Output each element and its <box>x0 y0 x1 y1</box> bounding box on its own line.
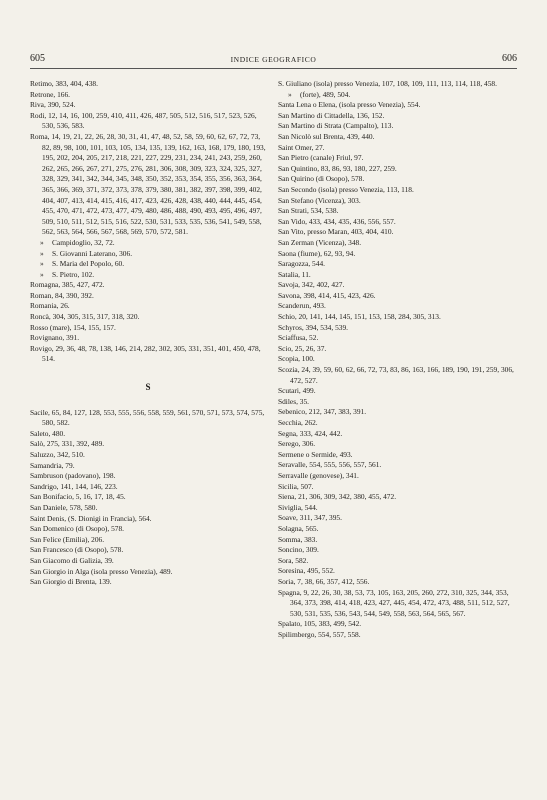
running-title: INDICE GEOGRAFICO <box>230 55 317 64</box>
index-entry: San Domenico (di Osopo), 578. <box>30 524 125 534</box>
index-subentry <box>278 90 518 101</box>
index-subentry <box>30 259 266 270</box>
index-entry: San Martino di Cittadella, 136, 152. <box>278 110 385 120</box>
index-entry: Savoja, 342, 402, 427. <box>278 280 345 290</box>
index-entry: San Giorgio di Brenta, 139. <box>30 577 112 587</box>
index-entry: Savona, 398, 414, 415, 423, 426. <box>278 290 376 300</box>
index-entry: Scutari, 499. <box>278 386 316 396</box>
index-entry: San Vito, presso Maran, 403, 404, 410. <box>278 227 394 237</box>
index-entry: Schio, 20, 141, 144, 145, 151, 153, 158, 284, 305, 313. <box>278 312 441 322</box>
index-entry: Retimo, 383, 404, 438. <box>30 79 98 88</box>
index-entry: Secchia, 262. <box>278 418 318 427</box>
index-entry: S. Giuliano (isola) presso Venezia, 107, 108, 109, 111, 113, 114, 118, 458. <box>278 79 497 88</box>
header-rule <box>30 68 517 69</box>
index-entry: Soncino, 309. <box>278 545 319 555</box>
index-entry: Scanderun, 493. <box>278 301 326 311</box>
index-entry: Rodi, 12, 14, 16, 100, 259, 410, 411, 426, 487, 505, 512, 516, 517, 523, 526, 530, 536, 583. <box>30 110 257 131</box>
entries-s <box>30 408 266 588</box>
index-entry: Santa Lena o Elena, (isola presso Venezia), 554. <box>278 100 421 110</box>
index-entry: Sambruson (padovano), 198. <box>30 471 116 481</box>
subentry-text: S. Pietro, 102. <box>52 269 95 279</box>
index-entry: San Quintino, 83, 86, 93, 180, 227, 259. <box>278 163 397 173</box>
ditto-mark: » <box>40 269 44 279</box>
index-entry: Spalato, 105, 383, 499, 542. <box>278 619 362 629</box>
ditto-mark: » <box>288 89 292 99</box>
index-entry: Riva, 390, 524. <box>30 100 76 110</box>
ditto-mark: » <box>40 237 44 247</box>
page-header <box>30 52 517 66</box>
index-entry: San Strati, 534, 538. <box>278 206 339 216</box>
index-entry: San Martino di Strata (Campalto), 113. <box>278 121 394 131</box>
index-entry: Saint Denis, (S. Dionigi in Francia), 564. <box>30 513 152 523</box>
index-entry: Saragozza, 544. <box>278 259 325 269</box>
index-entry: Spilimbergo, 554, 557, 558. <box>278 629 361 639</box>
index-subentry <box>30 270 266 281</box>
index-entry: Sicilia, 507. <box>278 481 314 491</box>
index-entry: San Nicolò sul Brenta, 439, 440. <box>278 131 375 141</box>
index-entry: Roman, 84, 390, 392. <box>30 290 94 300</box>
index-entry: San Giorgio in Alga (isola presso Venezia), 489. <box>30 566 173 576</box>
right-column <box>278 79 518 640</box>
index-entry: Soria, 7, 38, 66, 357, 412, 556. <box>278 576 370 586</box>
index-entry: Roma, 14, 19, 21, 22, 26, 28, 30, 31, 41, 47, 48, 52, 58, 59, 60, 62, 67, 72, 73, 82, 89, 98, 100, 101, 103, 105, 134, 135, 139, 162, 163, 168, 179, 180, 193, 195, 202, 204, 205, 217, 218, 221, 227, 229, 231, 234, 241, 243, 259, 260, 262, 265, 266, 267, 271, 275, 276, 281, 306, 308, 309, 323, 324, 325, 327, 328, 329, 341, 342, 344, 345, 348, 350, 352, 353, 354, 355, 356, 363, 364, 365, 366, 369, 371, 372, 373, 378, 379, 380, 381, 382, 397, 398, 399, 402, 404, 407, 413, 414, 415, 416, 417, 423, 426, 428, 438, 440, 444, 445, 454, 455, 470, 471, 472, 473, 477, 479, 480, 486, 488, 490, 493, 495, 496, 497, 509, 510, 511, 512, 515, 516, 522, 530, 531, 533, 535, 536, 541, 549, 558, 562, 563, 564, 566, 567, 568, 569, 570, 572, 581. <box>30 131 266 237</box>
index-entry: San Quirino (di Osopo), 578. <box>278 174 365 184</box>
index-entry: Samandria, 79. <box>30 460 75 470</box>
subentry-text: S. Giovanni Laterano, 306. <box>52 248 133 258</box>
entries-r <box>30 79 266 238</box>
index-entry: Scopia, 100. <box>278 354 315 364</box>
index-entry: Rovignano, 391. <box>30 333 80 343</box>
index-entry: Satalia, 11. <box>278 269 311 279</box>
index-subentry <box>30 238 266 249</box>
index-entry: Segna, 333, 424, 442. <box>278 428 343 438</box>
index-entry: San Stefano (Vicenza), 303. <box>278 195 361 205</box>
index-entry: San Bonifacio, 5, 16, 17, 18, 45. <box>30 492 126 502</box>
index-entry: Serego, 306. <box>278 439 316 449</box>
index-entry: Somma, 383. <box>278 534 318 544</box>
right-page-number: 606 <box>502 53 517 64</box>
index-entry: Saint Omer, 27. <box>278 142 325 152</box>
subentry-text: S. Maria del Popolo, 60. <box>52 259 125 269</box>
index-entry: Saleto, 480. <box>30 428 66 438</box>
index-subentry <box>30 249 266 260</box>
index-entry: San Zerman (Vicenza), 348. <box>278 237 362 247</box>
index-entry: Spagna, 9, 22, 26, 30, 38, 53, 73, 105, 163, 205, 260, 272, 310, 325, 344, 353, 364, 373, 398, 414, 418, 423, 427, 445, 454, 472, 473, 488, 511, 512, 527, 530, 531, 535, 536, 543, 544, 549, 558, 563, 564, 565, 567. <box>278 587 510 618</box>
index-entry: San Giacomo di Galizia, 39. <box>30 555 114 565</box>
index-entry: San Secondo (isola) presso Venezia, 113, 118. <box>278 184 414 194</box>
subentry-text: Campidoglio, 32, 72. <box>52 237 115 247</box>
index-entry: San Daniele, 578, 580. <box>30 502 98 512</box>
index-entry: Salò, 275, 331, 392, 489. <box>30 439 105 449</box>
index-entry: San Pietro (canale) Friul, 97. <box>278 153 364 163</box>
index-entry: Sandrigo, 141, 144, 146, 223. <box>30 481 118 491</box>
index-entry: Rovigo, 29, 36, 48, 78, 138, 146, 214, 282, 302, 305, 331, 351, 401, 450, 478, 514. <box>30 343 261 364</box>
roma-subentries <box>30 238 266 280</box>
subentry-text: (forte), 489, 504. <box>300 89 351 99</box>
index-entry: Rosso (mare), 154, 155, 157. <box>30 322 116 332</box>
index-entry: Sciaffusa, 52. <box>278 333 319 343</box>
index-entry: Siena, 21, 306, 309, 342, 380, 455, 472. <box>278 492 397 502</box>
index-entry: Roncà, 304, 305, 315, 317, 318, 320. <box>30 312 140 322</box>
index-entry: Romania, 26. <box>30 301 70 311</box>
index-entry: Saona (fiume), 62, 93, 94. <box>278 248 356 258</box>
index-entry: Romagna, 385, 427, 472. <box>30 280 105 290</box>
index-entry: Soresina, 495, 552. <box>278 566 335 576</box>
index-entry: Schyros, 394, 534, 539. <box>278 322 349 332</box>
index-entry: San Francesco (di Osopo), 578. <box>30 545 124 555</box>
entries-giuliano <box>278 79 518 90</box>
index-entry: Retrone, 166. <box>30 89 71 99</box>
index-entry: Scozia, 24, 39, 59, 60, 62, 66, 72, 73, 83, 86, 163, 166, 189, 190, 191, 259, 306, 472, 527. <box>278 365 514 385</box>
index-entry: Sebenico, 212, 347, 383, 391. <box>278 407 367 417</box>
index-entry: Scio, 25, 26, 37. <box>278 343 327 353</box>
index-entry: Solagna, 565. <box>278 523 319 533</box>
index-entry: Siviglia, 544. <box>278 502 318 512</box>
index-entry: San Vido, 433, 434, 435, 436, 556, 557. <box>278 216 396 226</box>
index-entry: Soave, 311, 347, 395. <box>278 513 342 523</box>
left-page-number: 605 <box>30 53 45 64</box>
index-entry: Sermene o Sermide, 493. <box>278 449 353 459</box>
index-entry: Serravalle (genovese), 341. <box>278 470 359 480</box>
giuliano-subentry <box>278 90 518 101</box>
section-letter: S <box>145 382 151 393</box>
index-entry: Sora, 582. <box>278 555 309 565</box>
index-entry: San Felice (Emilia), 206. <box>30 534 105 544</box>
entries-s-continued <box>278 100 518 640</box>
ditto-mark: » <box>40 259 44 269</box>
ditto-mark: » <box>40 248 44 258</box>
index-entry: Sdiles, 35. <box>278 396 310 406</box>
index-entry: Seravalle, 554, 555, 556, 557, 561. <box>278 460 382 470</box>
index-entry: Saluzzo, 342, 510. <box>30 450 85 459</box>
left-column <box>30 79 266 588</box>
entries-r-continued <box>30 280 266 365</box>
index-entry: Sacile, 65, 84, 127, 128, 553, 555, 556, 558, 559, 561, 570, 571, 573, 574, 575, 580, 582. <box>30 407 265 428</box>
